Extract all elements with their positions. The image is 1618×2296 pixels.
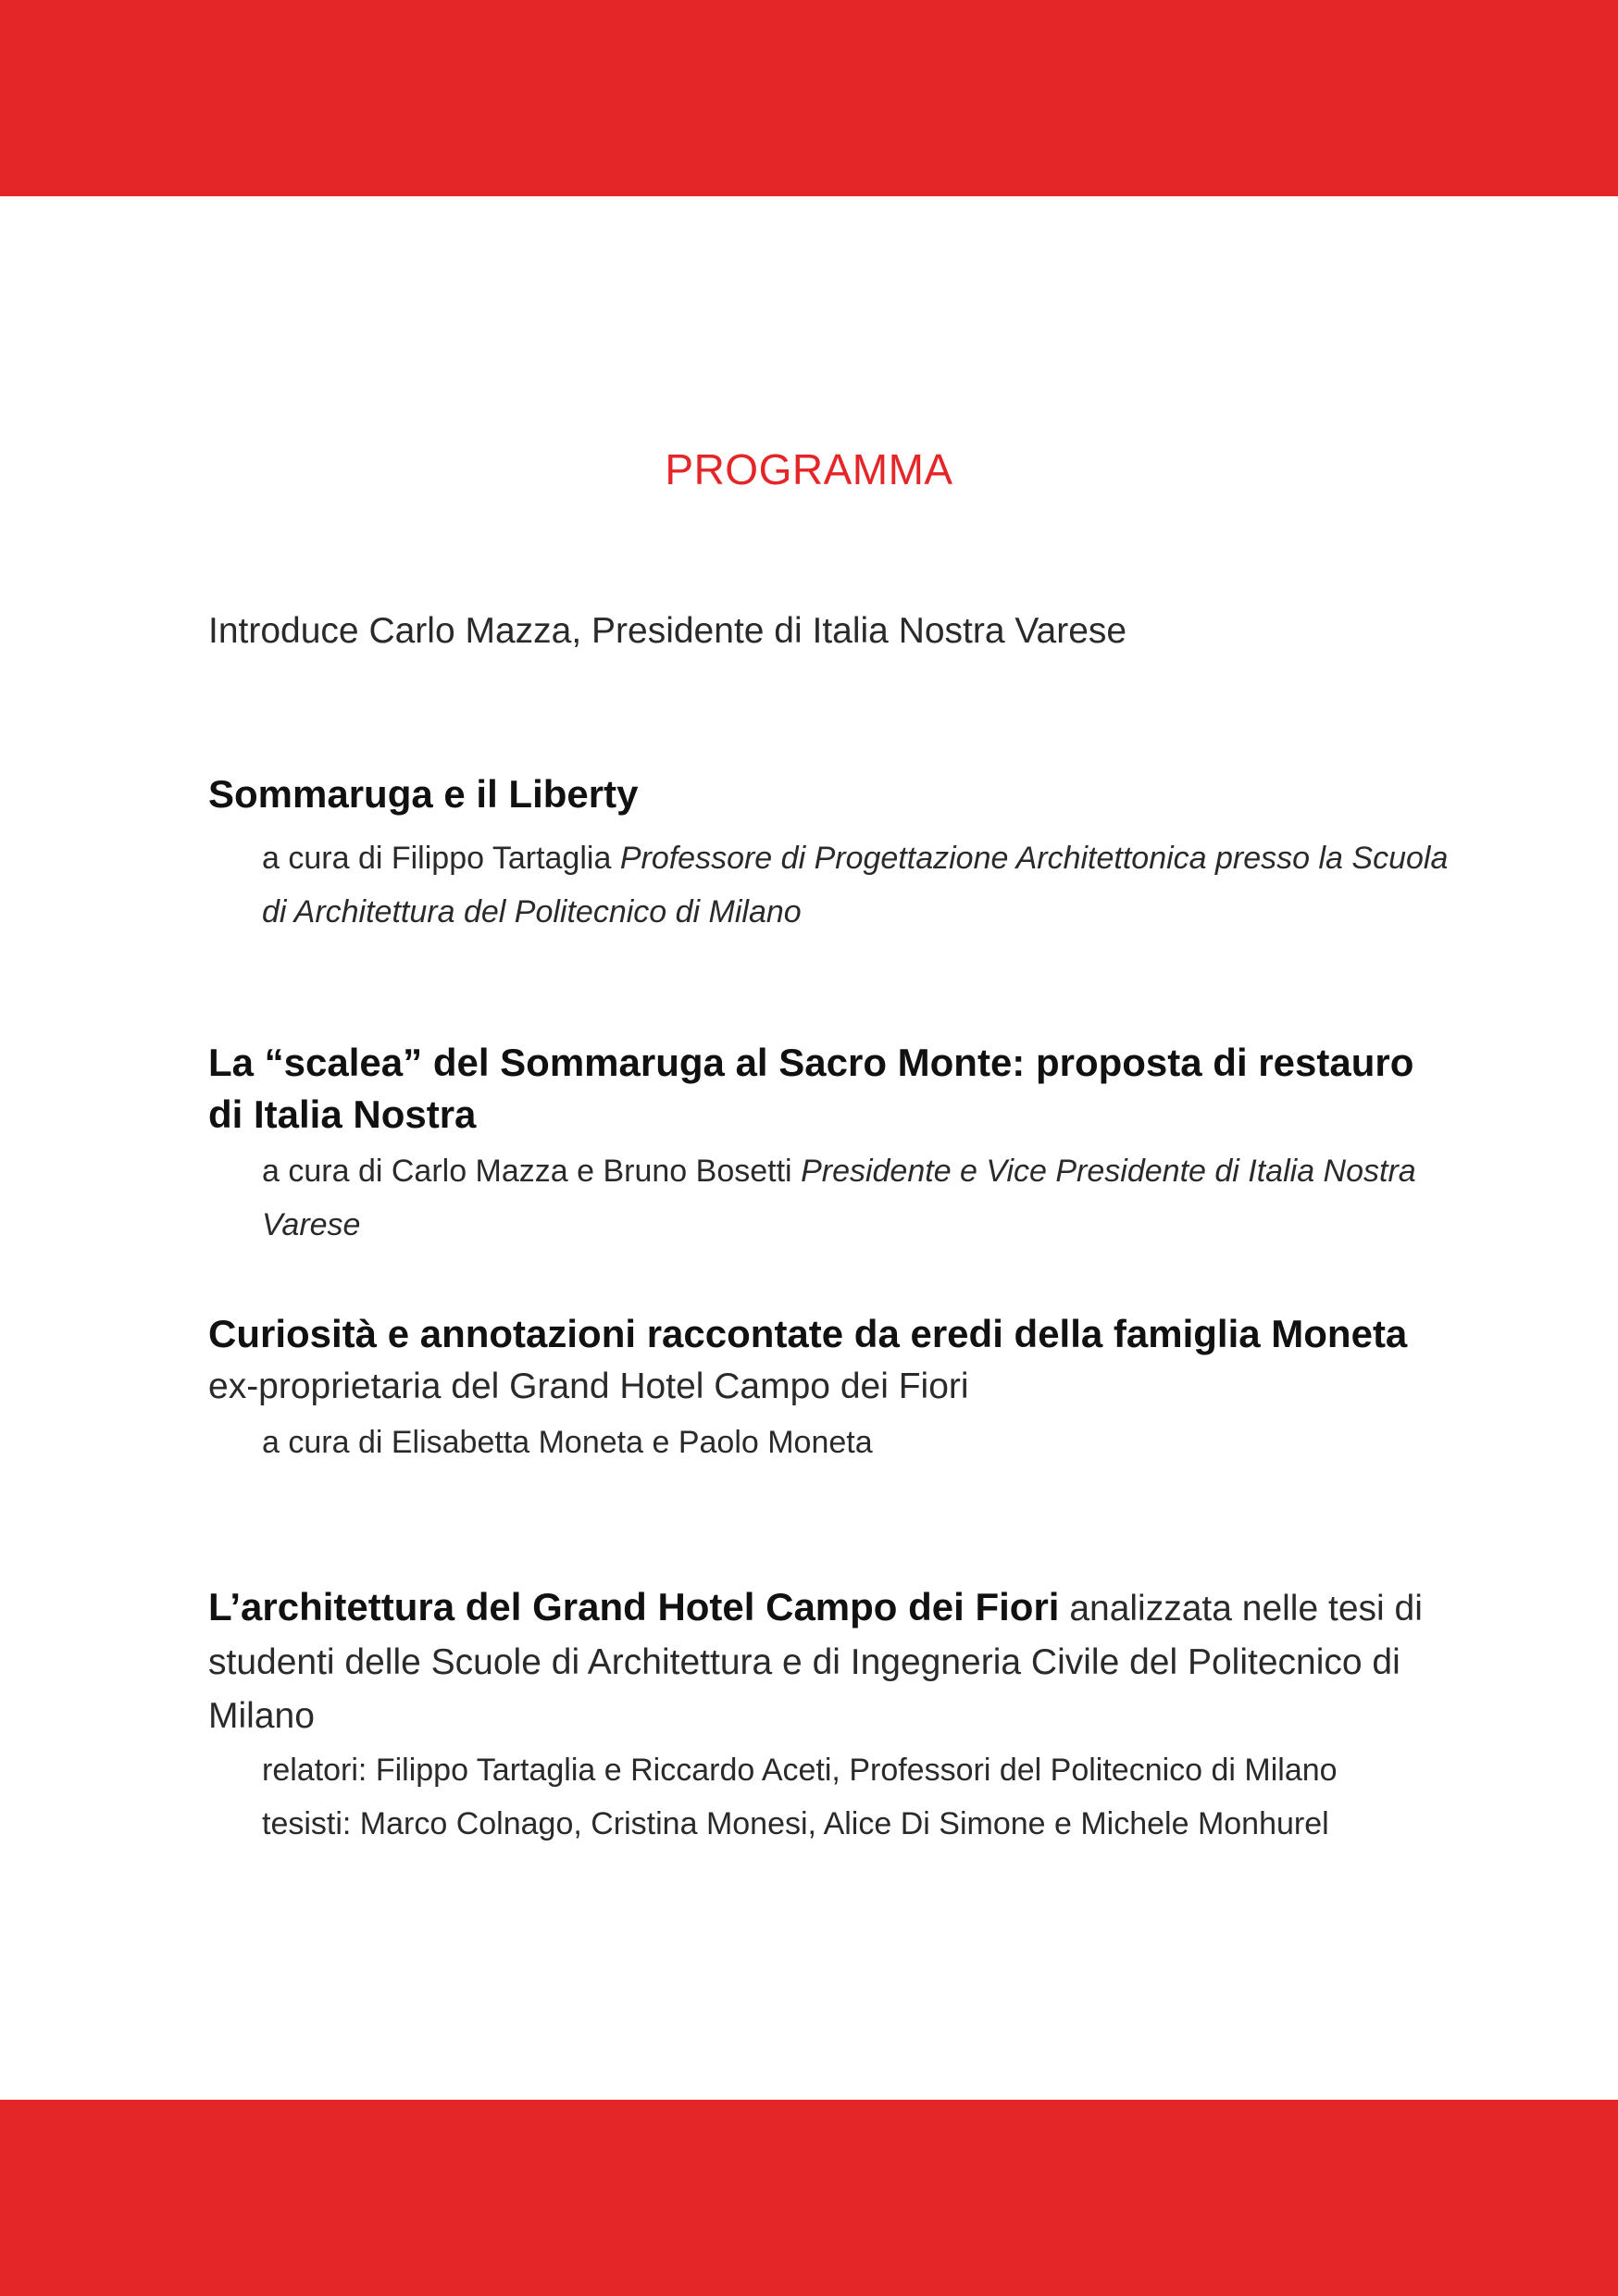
program-item-4-relatori: relatori: Filippo Tartaglia e Riccardo Aceti, Professori del Politecnico di Milano — [262, 1753, 1338, 1788]
page-title: PROGRAMMA — [665, 445, 953, 493]
program-item-2-credit-role: Presidente e Vice Presidente di Italia Nostra Varese — [262, 1154, 1416, 1242]
program-item-4-heading: L’architettura del Grand Hotel Campo dei Fiori — [208, 1585, 1060, 1628]
program-item-4-heading-tail: analizzata nelle tesi di studenti delle Scuole di Architettura e di Ingegneria Civile del Politecnico di Milano — [208, 1589, 1423, 1736]
program-item-1-heading: Sommaruga e il Liberty — [208, 772, 639, 816]
program-item-4-title — [208, 1581, 1449, 1743]
program-item-4-tesisti: tesisti: Marco Colnago, Cristina Monesi, Alice Di Simone e Michele Monhurel — [262, 1806, 1329, 1841]
program-item-3-credit: a cura di Elisabetta Moneta e Paolo Moneta — [262, 1425, 873, 1460]
program-item-1-credit-role: Professore di Progettazione Architettonica presso la Scuola di Architettura del Politecnico di Milano — [262, 841, 1449, 930]
program-item-3 — [208, 1308, 1449, 1469]
program-item-2-credit — [262, 1144, 1449, 1252]
bottom-red-band — [0, 2100, 1618, 2296]
program-item-3-subheading: ex-proprietaria del Grand Hotel Campo dei Fiori — [208, 1366, 969, 1406]
program-item-2-credit-prefix: a cura di Carlo Mazza e Bruno Bosetti — [262, 1154, 792, 1189]
program-item-3-heading: Curiosità e annotazioni raccontate da eredi della famiglia Moneta — [208, 1312, 1408, 1355]
intro-line: Introduce Carlo Mazza, Presidente di Italia Nostra Varese — [208, 611, 1127, 651]
top-red-band — [0, 0, 1618, 196]
program-item-1-credit — [262, 831, 1449, 939]
program-item-4 — [208, 1581, 1449, 1851]
program-item-2-heading: La “scalea” del Sommaruga al Sacro Monte: proposta di restauro di Italia Nostra — [208, 1041, 1414, 1136]
program-item-1-credit-prefix: a cura di Filippo Tartaglia — [262, 841, 612, 876]
program-item-2 — [208, 1037, 1449, 1252]
program-item-1 — [208, 768, 1449, 939]
